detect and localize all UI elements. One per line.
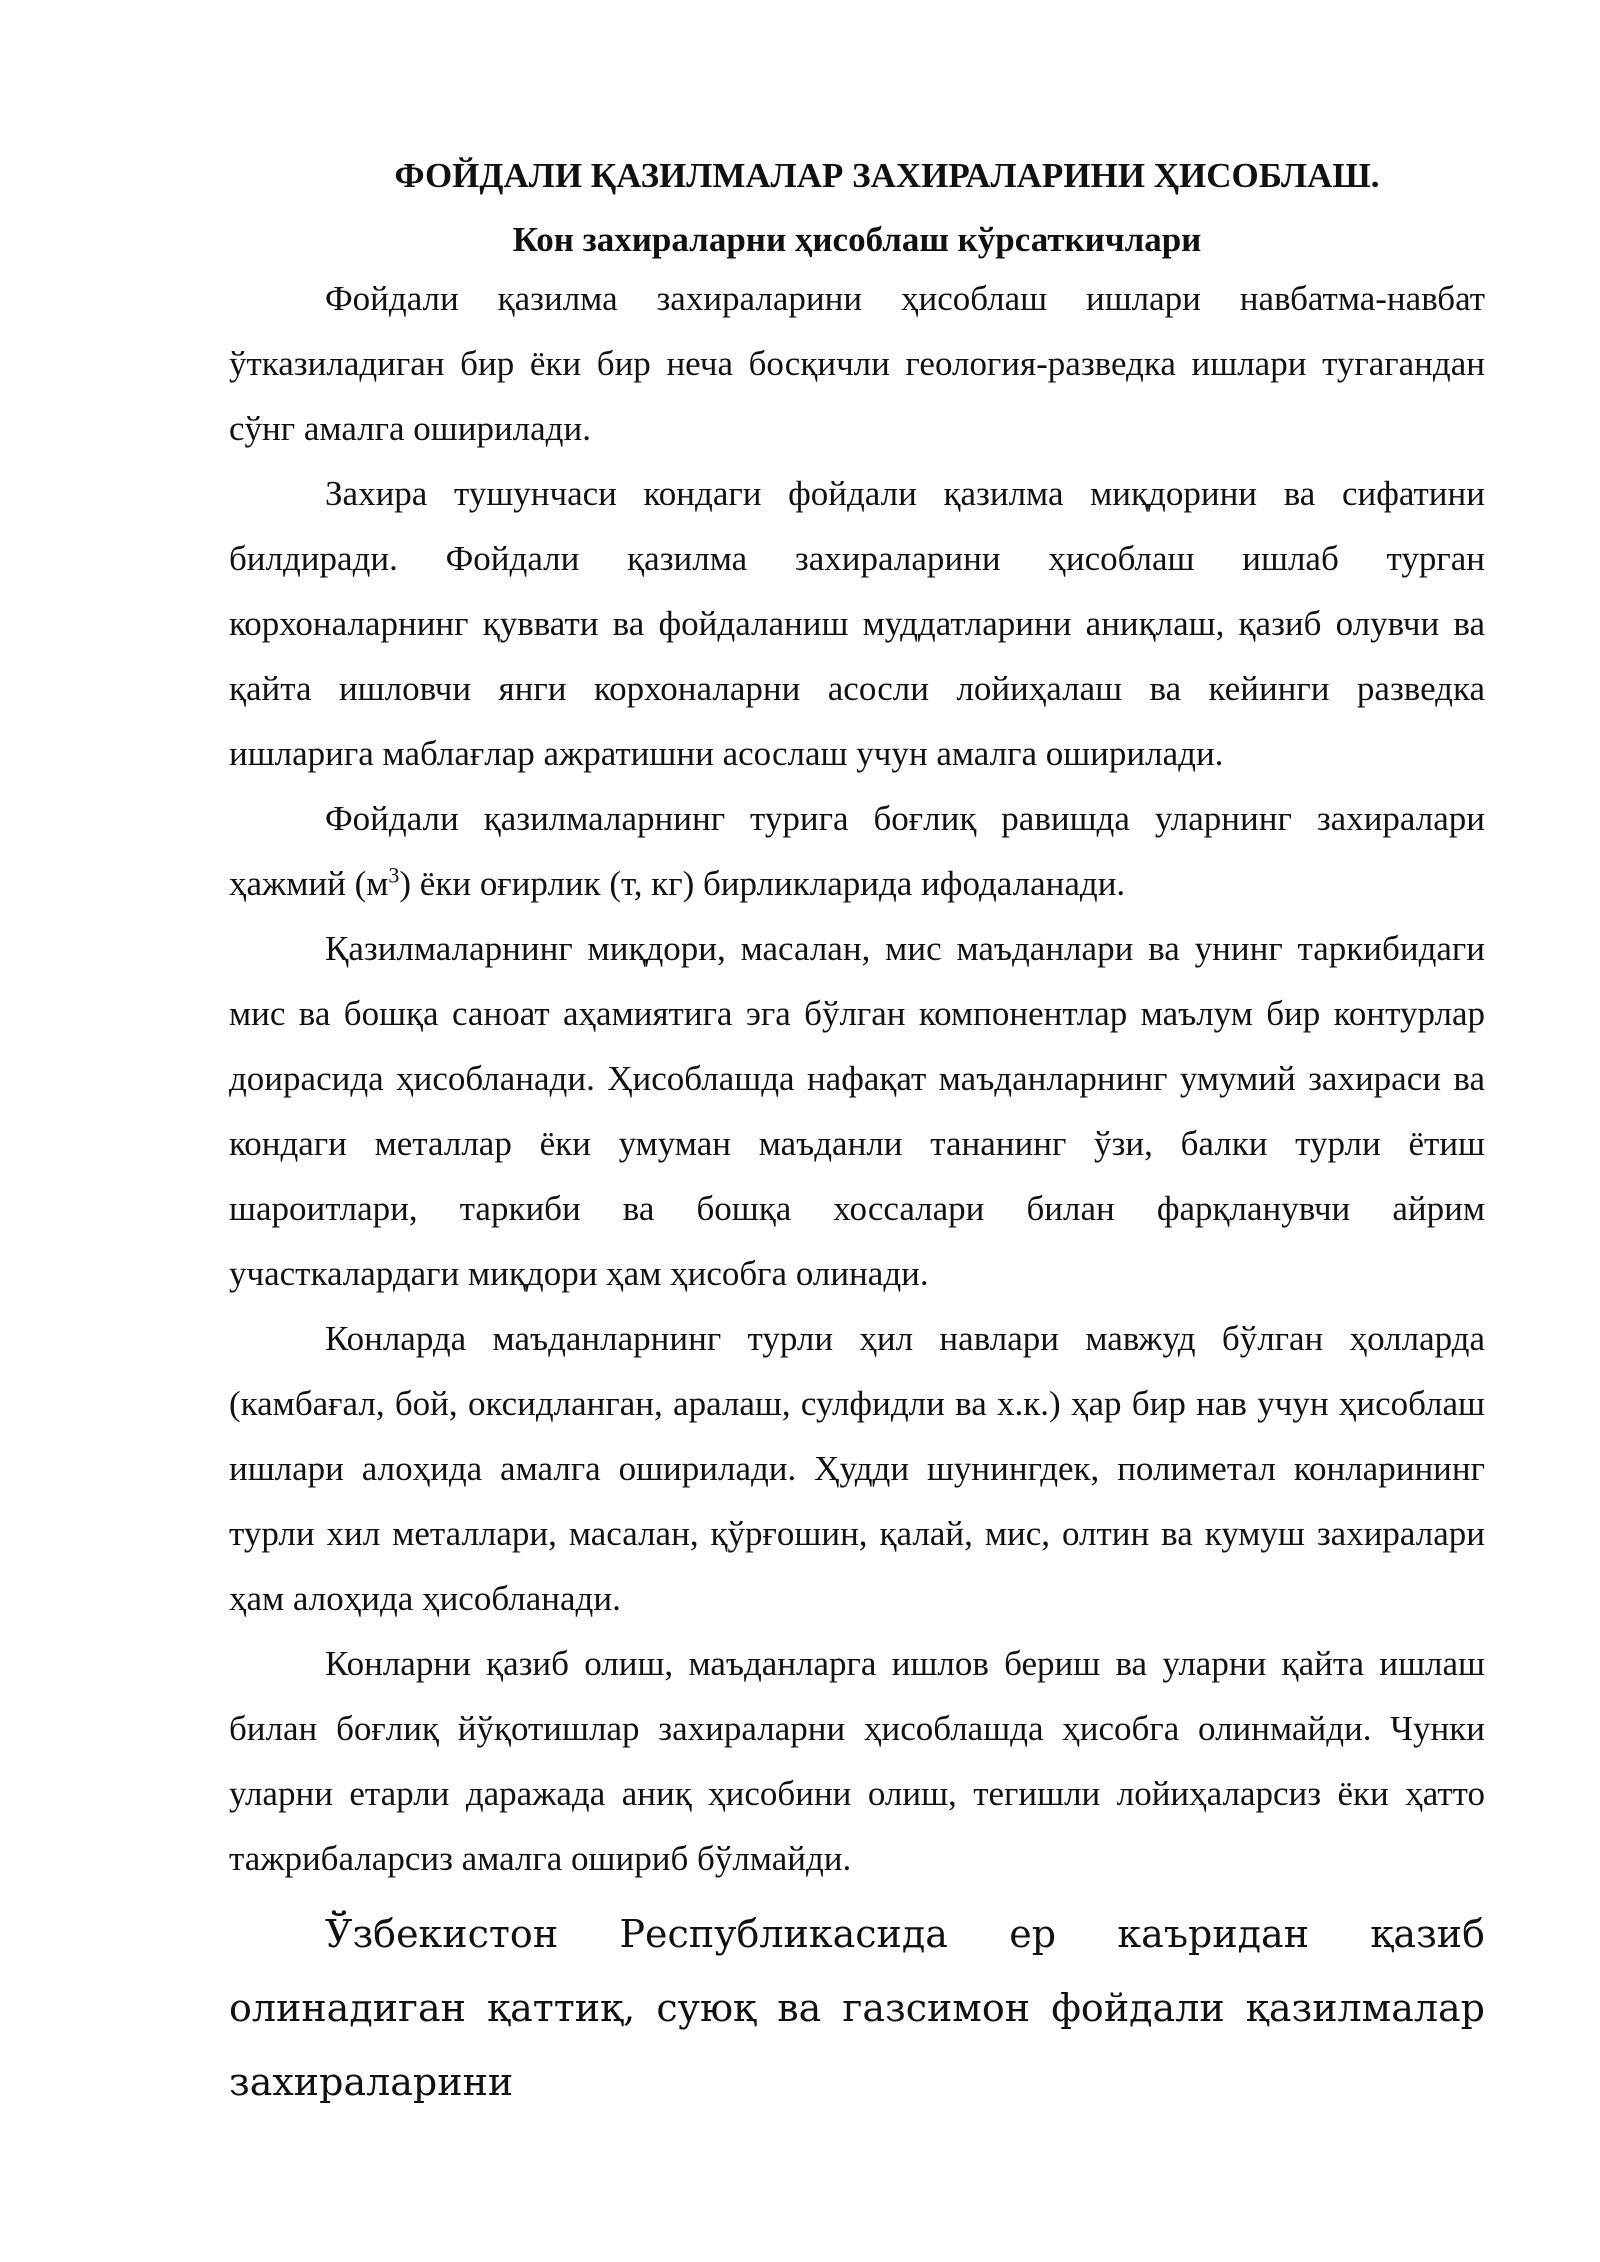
paragraph-6: Конларни қазиб олиш, маъданларга ишлов бериш ва уларни қайта ишлаш билан боғлиқ йўқотишлар захираларни ҳисоблашда ҳисобга олинмайди. Чунки уларни етарли даражада аниқ ҳисобини олиш, тегишли лойиҳаларсиз ёки ҳатто тажрибаларсиз амалга ошириб бўлмайди. — [229, 1644, 1485, 1878]
cubic-superscript: 3 — [388, 862, 400, 888]
paragraph-5: Конларда маъданларнинг турли ҳил навлари мавжуд бўлган ҳолларда (камбағал, бой, оксидланган, аралаш, сулфидли ва х.к.) ҳар бир нав учун ҳисоблаш ишлари алоҳида амалга оширилади. Ҳудди шунингдек, полиметал конларининг турли хил металлари, масалан, қўрғошин, қалай, мис, олтин ва кумуш захиралари ҳам алоҳида ҳисобланади. — [229, 1319, 1485, 1618]
paragraph-1: Фойдали қазилма захираларини ҳисоблаш ишлари навбатма-навбат ўтказиладиган бир ёки бир неча босқичли геология-разведка ишлари тугагандан сўнг амалга оширилади. — [229, 279, 1485, 448]
document-page — [229, 150, 1485, 2119]
paragraph-3-text-a: Фойдали қазилмаларнинг турига боғлиқ равишда уларнинг захиралари ҳажмий (м — [229, 799, 1485, 903]
paragraph-3 — [229, 786, 1485, 916]
document-subtitle: Кон захираларни ҳисоблаш кўрсаткичлари — [512, 220, 1202, 259]
paragraph-7: Ўзбекистон Республикасида ер каъридан қазиб олинадиган қаттиқ, суюқ ва газсимон фойдали қазилмалар захираларини — [229, 1912, 1485, 2104]
document-title: ФОЙДАЛИ ҚАЗИЛМАЛАР ЗАХИРАЛАРИНИ ҲИСОБЛАШ. — [394, 156, 1380, 195]
paragraph-2: Захира тушунчаси кондаги фойдали қазилма миқдорини ва сифатини билдиради. Фойдали қазилма захираларини ҳисоблаш ишлаб турган корхоналарнинг қуввати ва фойдаланиш муддатларини аниқлаш, қазиб олувчи ва қайта ишловчи янги корхоналарни асосли лойиҳалаш ва кейинги разведка ишларига маблағлар ажратишни асослаш учун амалга оширилади. — [229, 474, 1485, 773]
paragraph-4: Қазилмаларнинг миқдори, масалан, мис маъданлари ва унинг таркибидаги мис ва бошқа саноат аҳамиятига эга бўлган компонентлар маълум бир контурлар доирасида ҳисобланади. Ҳисоблашда нафақат маъданларнинг умумий захираси ва кондаги металлар ёки умуман маъданли тананинг ўзи, балки турли ётиш шароитлари, таркиби ва бошқа хоссалари билан фарқланувчи айрим участкалардаги миқдори ҳам ҳисобга олинади. — [229, 929, 1485, 1293]
paragraph-3-text-b: ) ёки оғирлик (т, кг) бирликларида ифодаланади. — [399, 864, 1126, 903]
